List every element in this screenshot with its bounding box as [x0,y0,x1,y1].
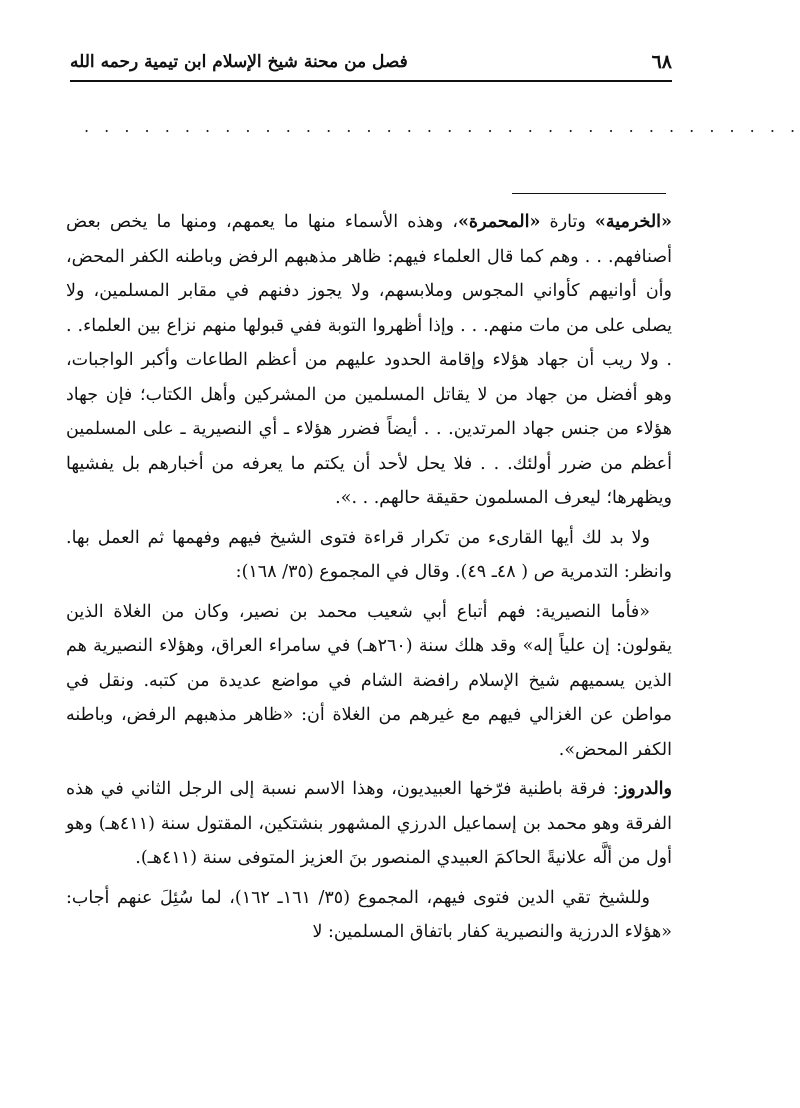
term-muhammira: «المحمرة» [457,212,541,232]
paragraph-1-text: ، وهذه الأسماء منها ما يعمهم، ومنها ما يخص بعض أصنافهم. . . وهم كما قال العلماء فيهم: ظاهر مذهبهم الرفض وباطنه الكفر المحض، وأن أوانيهم كأواني المجوس وملابسهم، ولا يجوز دفنهم في مقابر المسلمين، ولا يصلى على من مات منهم. . . وإذا أظهروا التوبة ففي قبولها منهم نزاع بين العلماء. . . ولا ريب أن جهاد هؤلاء وإقامة الحدود عليهم من أعظم الطاعات وأكبر الواجبات، وهو أفضل من جهاد من لا يقاتل المسلمين من المشركين وأهل الكتاب؛ فإن جهاد هؤلاء من جنس جهاد المرتدين. . . أيضاً فضرر هؤلاء ـ أي النصيرية ـ على المسلمين أعظم من ضرر أولئك. . . فلا يحل لأحد أن يكتم ما يعرفه من أخبارهم بل يفشيها ويظهرها؛ ليعرف المسلمون حقيقة حالهم. . .». [66,212,672,508]
paragraph-1 [66,205,672,516]
paragraph-3: «فأما النصيرية: فهم أتباع أبي شعيب محمد بن نصير، وكان من الغلاة الذين يقولون: إن علياً إله» وقد هلك سنة (٢٦٠هـ) في سامراء العراق، وهؤلاء النصيرية هم الذين يسميهم شيخ الإسلام رافضة الشام في مواضع عديدة من كتبه. ونقل في مواطن عن الغزالي فيهم مع غيرهم من الغلاة أن: «ظاهر مذهبهم الرفض، وباطنه الكفر المحض». [66,601,672,760]
running-title: فصل من محنة شيخ الإسلام ابن تيمية رحمه الله [70,52,408,72]
paragraph-4-text: : فرقة باطنية فرّخها العبيديون، وهذا الاسم نسبة إلى الرجل الثاني في هذه الفرقة وهو محمد بن إسماعيل الدرزي المشهور بنشتكين، المقتول سنة (٤١١هـ) وهو أول من ألَّه علانيةً الحاكمَ العبيدي المنصور بنَ العزيز المتوفى سنة (٤١١هـ). [66,779,672,868]
paragraph-2: ولا بد لك أيها القارىء من تكرار قراءة فتوى الشيخ فيهم وفهمها ثم العمل بها. وانظر: التدمرية ص ( ٤٨ـ ٤٩). وقال في المجموع (٣٥/ ١٦٨): [66,527,672,582]
page-header [70,44,672,82]
paragraph-5: وللشيخ تقي الدين فتوى فيهم، المجموع (٣٥/ ١٦١ـ ١٦٢)، لما سُئِلَ عنهم أجاب: «هؤلاء الدرزية والنصيرية كفار باتفاق المسلمين: لا [66,887,672,942]
term-druze: والدروز [618,779,672,799]
footnote-separator [512,193,666,194]
ellipsis-line: . . . . . . . . . . . . . . . . . . . . . . . . . . . . . . . . . . . . [84,117,800,136]
paragraph-4 [66,772,672,876]
footnote-text [66,205,672,950]
paragraph-1-connector: وتارة [540,212,595,232]
term-khurramiyya: «الخرمية» [594,212,672,232]
page-number: ٦٨ [651,51,672,73]
